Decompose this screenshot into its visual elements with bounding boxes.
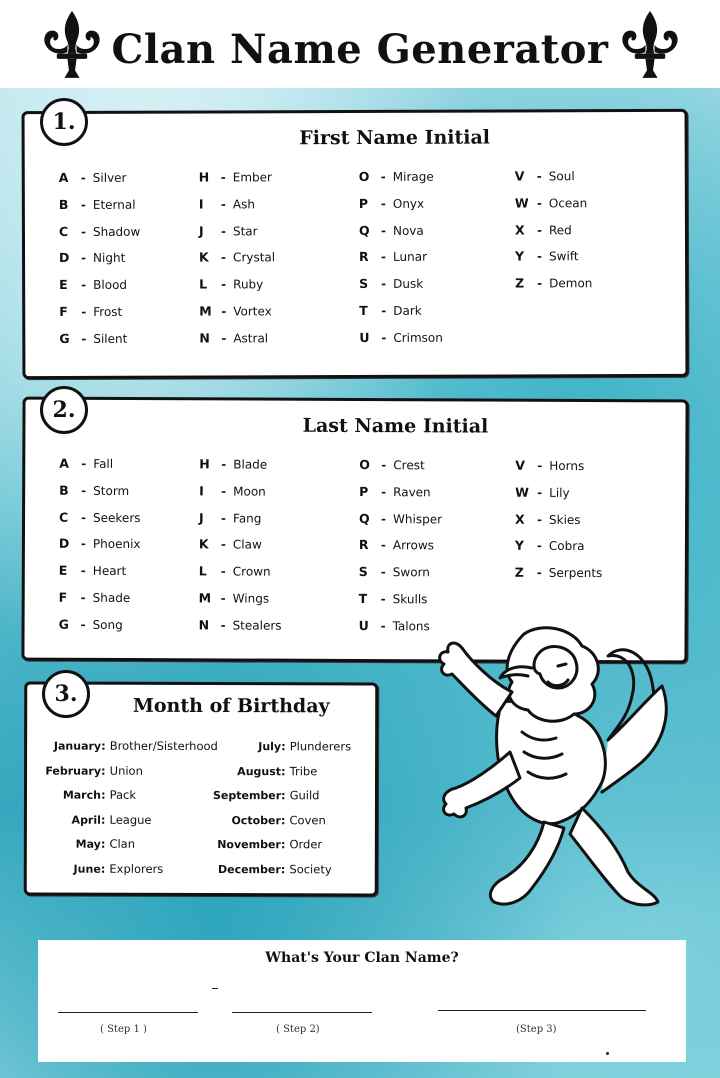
dash-separator: - [221, 457, 227, 472]
name-value: Vortex [233, 304, 272, 319]
dash-separator: - [81, 278, 87, 293]
list-item [59, 456, 141, 483]
letter-key: N [198, 617, 210, 633]
list-item [199, 196, 275, 223]
list-item [359, 329, 443, 356]
list-item [515, 538, 603, 565]
dash-separator: - [81, 510, 87, 525]
letter-key: O [358, 168, 370, 184]
letter-key: K [199, 249, 209, 265]
list-item [35, 837, 218, 862]
colon-separator: : [100, 812, 106, 827]
letter-key: A [59, 455, 70, 471]
letter-key: D [58, 536, 70, 552]
list-item [199, 510, 282, 537]
dash-separator: - [380, 196, 386, 211]
name-value: Guild [289, 788, 320, 803]
list-item [59, 563, 141, 590]
name-value: Moon [233, 484, 266, 499]
header [0, 0, 720, 88]
list-item [515, 275, 592, 302]
name-value: Pack [109, 787, 137, 803]
list-item [515, 168, 592, 195]
dash-separator: - [381, 303, 387, 318]
rampant-lion-icon [432, 622, 682, 918]
letter-key: O [359, 457, 370, 473]
name-value: Plunderers [289, 739, 352, 754]
name-value: Clan [109, 837, 136, 852]
name-value: Soul [548, 169, 575, 184]
last-name-column [199, 456, 283, 644]
name-value: Storm [93, 483, 130, 498]
colon-separator: : [101, 738, 106, 753]
list-item [59, 616, 141, 643]
list-item [199, 590, 282, 617]
dash-separator: - [536, 169, 542, 184]
dash-separator: - [381, 330, 387, 345]
dash-separator: - [80, 537, 86, 552]
dash-separator: - [537, 249, 543, 264]
list-item [199, 537, 282, 564]
name-value: Skies [549, 512, 581, 527]
name-value: Crystal [233, 250, 276, 265]
letter-key: X [514, 222, 525, 238]
dash-separator: - [537, 512, 543, 527]
letter-key: N [199, 330, 210, 346]
dash-separator: - [81, 483, 87, 498]
letter-key: H [199, 456, 210, 472]
letter-key: V [515, 457, 526, 473]
letter-key: R [359, 249, 369, 265]
name-value: Arrows [392, 538, 434, 553]
step-number-1: 1. [40, 98, 88, 146]
letter-key: W [514, 195, 529, 211]
letter-key: Q [359, 510, 370, 526]
colon-separator: : [101, 763, 106, 778]
letter-key: U [358, 617, 369, 633]
letter-key: J [198, 223, 204, 239]
name-value: Nova [392, 223, 424, 238]
colon-separator: : [100, 787, 106, 802]
answer-panel [38, 940, 686, 1062]
month-key: April [71, 813, 101, 827]
dash-separator: - [81, 251, 87, 266]
name-value: Horns [549, 458, 585, 473]
list-item [213, 788, 351, 813]
list-item [359, 195, 443, 222]
list-item [59, 223, 140, 250]
name-value: Cobra [548, 539, 585, 554]
letter-key: V [514, 168, 525, 184]
list-item [199, 483, 282, 510]
step-3-caption: (Step 3) [516, 1024, 557, 1035]
letter-key: Y [514, 538, 525, 554]
dash-separator: - [380, 538, 386, 553]
letter-key: J [199, 509, 204, 525]
name-value: Dusk [393, 276, 424, 292]
list-item [213, 739, 351, 764]
name-value: Crimson [393, 330, 443, 345]
dash-separator: - [536, 196, 542, 211]
dash-separator: - [536, 222, 542, 237]
letter-key: T [359, 302, 368, 318]
dash-separator: - [80, 224, 86, 239]
month-key: February [45, 764, 102, 778]
first-name-card [22, 109, 689, 379]
list-item [359, 511, 442, 538]
colon-separator: : [280, 862, 286, 877]
first-name-column [199, 169, 276, 357]
dash-separator: - [381, 250, 387, 265]
colon-separator: : [100, 861, 106, 876]
letter-key: I [199, 483, 204, 499]
name-value: Lily [549, 485, 570, 500]
letter-key: H [198, 169, 210, 185]
month-key: November [217, 838, 281, 852]
month-key: June [73, 862, 101, 876]
dash-separator: - [380, 618, 386, 633]
list-item [359, 564, 442, 591]
name-value: Onyx [392, 196, 425, 211]
name-value: Society [289, 862, 332, 877]
dash-separator: - [221, 250, 227, 265]
step-number-2: 2. [40, 386, 88, 434]
dash-separator: - [80, 170, 86, 185]
dash-separator: - [380, 169, 386, 184]
list-item [359, 276, 443, 303]
letter-key: C [59, 509, 69, 525]
name-value: Shadow [92, 224, 141, 239]
name-value: Swift [549, 249, 579, 264]
list-item [359, 222, 443, 249]
name-value: Ember [232, 170, 273, 185]
name-value: Silent [93, 331, 128, 346]
dash-separator: - [220, 197, 226, 212]
name-value: Astral [233, 331, 269, 346]
step-2-line[interactable] [232, 1012, 372, 1013]
letter-key: Q [358, 222, 370, 238]
name-value: Crest [393, 458, 425, 473]
list-item [59, 197, 140, 224]
list-item [35, 812, 218, 837]
name-value: Night [93, 251, 126, 266]
list-item [199, 223, 275, 250]
list-item [35, 739, 218, 764]
letter-key: M [198, 590, 212, 606]
list-item [59, 277, 140, 304]
letter-key: W [515, 484, 529, 500]
list-item [359, 169, 443, 196]
month-key: September [212, 789, 282, 803]
dash-separator: - [221, 277, 227, 292]
letter-key: L [198, 563, 207, 579]
letter-key: P [358, 195, 369, 211]
last-name-column [359, 457, 443, 645]
colon-separator: : [281, 763, 286, 778]
list-item [199, 169, 275, 196]
separator-dash [212, 988, 218, 989]
name-value: Crown [232, 564, 271, 579]
dash-separator: - [81, 304, 87, 319]
letter-key: E [59, 277, 68, 293]
last-name-column [59, 456, 141, 644]
month-key: December [217, 863, 281, 877]
letter-key: R [358, 537, 369, 553]
list-item [359, 537, 442, 564]
list-item [199, 564, 282, 591]
first-name-title: First Name Initial [299, 126, 491, 150]
list-item [199, 276, 275, 303]
dash-separator: - [220, 564, 226, 579]
dash-separator: - [80, 590, 86, 605]
list-item [59, 331, 140, 358]
letter-key: E [58, 562, 68, 578]
name-value: Stealers [232, 618, 282, 633]
letter-key: K [198, 536, 209, 552]
name-value: Tribe [289, 763, 318, 778]
letter-key: X [515, 511, 525, 527]
list-item [359, 303, 443, 330]
list-item [515, 511, 603, 538]
name-value: Silver [92, 170, 127, 185]
letter-key: Z [514, 564, 524, 580]
list-item [59, 250, 140, 277]
list-item [213, 837, 351, 862]
name-value: Song [92, 617, 123, 632]
dash-separator: - [81, 456, 87, 471]
name-value: Union [109, 763, 143, 778]
name-value: Heart [92, 564, 127, 579]
name-value: Skulls [392, 592, 428, 607]
list-item [59, 170, 140, 197]
name-value: Eternal [92, 197, 136, 212]
letter-key: U [359, 329, 370, 345]
letter-key: P [359, 483, 369, 499]
month-title: Month of Birthday [132, 694, 330, 718]
step-3-line[interactable] [438, 1010, 646, 1011]
list-item [515, 249, 592, 276]
month-column [213, 739, 351, 887]
name-value: Dark [393, 303, 422, 318]
last-name-column [515, 458, 603, 592]
dash-separator: - [381, 458, 387, 473]
dash-separator: - [221, 304, 227, 319]
letter-key: F [58, 589, 68, 605]
step-1-line[interactable] [58, 1012, 198, 1013]
list-item [35, 862, 218, 887]
name-value: Sworn [392, 565, 430, 580]
list-item [59, 509, 141, 536]
first-name-column [359, 169, 443, 357]
dash-separator: - [537, 458, 543, 473]
month-key: July [258, 740, 282, 754]
letter-key: A [58, 169, 69, 186]
name-value: Phoenix [92, 537, 141, 552]
name-value: Frost [93, 304, 123, 319]
name-value: Mirage [392, 169, 434, 184]
list-item [359, 249, 443, 276]
first-name-column [515, 168, 593, 302]
step-number-3: 3. [42, 670, 90, 718]
list-item [359, 484, 442, 511]
letter-key: G [59, 330, 70, 346]
dash-separator: - [381, 277, 387, 292]
list-item [59, 483, 141, 510]
dash-separator: - [220, 224, 226, 239]
letter-key: I [198, 196, 204, 212]
name-value: Talons [392, 618, 430, 634]
dash-separator: - [536, 565, 542, 581]
dash-separator: - [80, 617, 86, 632]
name-value: Order [289, 837, 323, 852]
name-value: Demon [549, 276, 593, 291]
dash-separator: - [536, 539, 542, 554]
list-item [199, 303, 275, 330]
dash-separator: - [380, 565, 386, 580]
name-value: Whisper [393, 511, 443, 526]
decorative-dot [606, 1052, 609, 1055]
name-value: Fall [93, 456, 114, 471]
last-name-title: Last Name Initial [302, 414, 489, 438]
letter-key: L [199, 276, 208, 292]
name-value: Ocean [548, 195, 588, 211]
dash-separator: - [537, 485, 543, 500]
letter-key: G [58, 616, 69, 632]
letter-key: C [58, 223, 69, 239]
month-key: January [53, 739, 102, 753]
letter-key: Y [515, 248, 525, 264]
list-item [515, 484, 603, 511]
name-value: Serpents [548, 566, 603, 581]
dash-separator: - [80, 197, 86, 212]
name-value: Seekers [93, 510, 141, 525]
name-value: Star [232, 223, 258, 239]
dash-separator: - [381, 484, 387, 499]
list-item [515, 195, 592, 222]
list-item [515, 565, 603, 592]
name-value: Raven [393, 484, 431, 500]
month-key: August [237, 764, 282, 778]
name-value: Lunar [393, 250, 428, 265]
list-item [199, 330, 275, 357]
name-value: Claw [232, 537, 262, 552]
colon-separator: : [100, 837, 106, 852]
name-value: Red [548, 222, 572, 237]
list-item [199, 617, 282, 644]
letter-key: F [59, 303, 68, 320]
dash-separator: - [80, 563, 86, 579]
list-item [35, 788, 218, 813]
month-key: October [231, 813, 281, 827]
dash-separator: - [380, 223, 386, 238]
dash-separator: - [221, 511, 227, 526]
colon-separator: : [280, 812, 286, 828]
name-value: Wings [232, 591, 270, 606]
list-item [35, 763, 218, 788]
name-value: Shade [92, 590, 131, 606]
page-title: Clan Name Generator [111, 26, 609, 73]
name-value: Blade [233, 457, 268, 472]
first-name-column [59, 170, 141, 358]
dash-separator: - [380, 592, 386, 607]
colon-separator: : [280, 788, 286, 803]
month-key: May [75, 838, 101, 852]
dash-separator: - [220, 618, 226, 633]
list-item [213, 764, 351, 789]
letter-key: M [199, 303, 212, 319]
list-item [359, 618, 442, 645]
name-value: Brother/Sisterhood [109, 738, 218, 754]
name-value: League [109, 812, 152, 827]
list-item [213, 813, 351, 838]
name-value: Ruby [233, 277, 264, 292]
letter-key: T [358, 591, 368, 607]
list-item [59, 536, 141, 563]
list-item [59, 590, 141, 617]
name-value: Explorers [109, 861, 164, 876]
list-item [59, 304, 140, 331]
step-1-caption: ( Step 1 ) [100, 1024, 147, 1035]
dash-separator: - [220, 537, 226, 552]
letter-key: B [59, 482, 69, 498]
name-value: Blood [93, 277, 128, 293]
month-key: March [62, 788, 101, 802]
list-item [359, 457, 442, 484]
dash-separator: - [81, 331, 87, 346]
name-value: Fang [233, 511, 262, 526]
name-value: Coven [289, 813, 326, 828]
list-item [199, 250, 275, 277]
dash-separator: - [221, 331, 227, 346]
list-item [359, 591, 442, 618]
dash-separator: - [220, 170, 226, 185]
letter-key: S [358, 564, 368, 580]
dash-separator: - [220, 591, 226, 606]
letter-key: Z [515, 275, 525, 291]
month-column [35, 739, 218, 887]
dash-separator: - [221, 484, 227, 499]
letter-key: D [59, 250, 70, 266]
answer-title: What's Your Clan Name? [265, 950, 459, 966]
colon-separator: : [281, 739, 286, 754]
dash-separator: - [537, 276, 543, 291]
list-item [515, 222, 592, 249]
list-item [515, 458, 603, 485]
letter-key: B [58, 196, 69, 212]
fleur-de-lis-icon [612, 8, 688, 84]
dash-separator: - [381, 511, 387, 526]
list-item [213, 862, 351, 887]
step-2-caption: ( Step 2) [276, 1024, 320, 1035]
colon-separator: : [280, 837, 286, 852]
list-item [199, 456, 282, 483]
letter-key: S [359, 276, 369, 292]
name-value: Ash [232, 197, 255, 212]
